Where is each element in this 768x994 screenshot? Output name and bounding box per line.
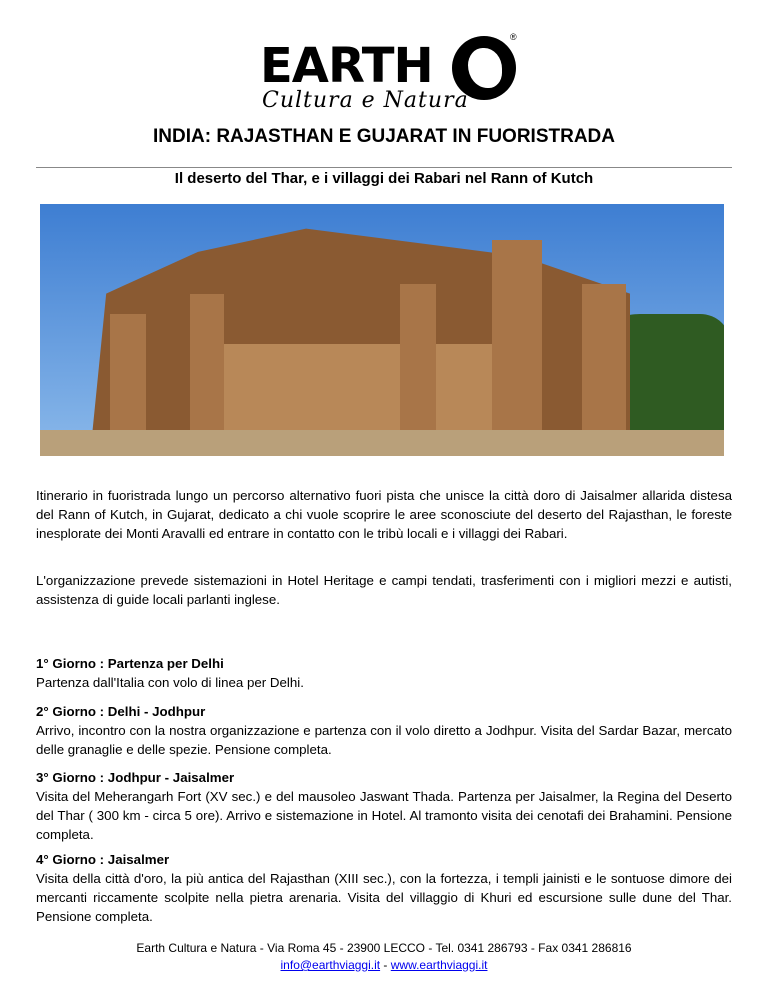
organization-paragraph: L'organizzazione prevede sistemazioni in Hotel Heritage e campi tendati, trasferimenti con i migliori mezzi e autisti, assistenza di guide locali parlanti inglese.: [36, 573, 732, 607]
page-footer: [0, 940, 768, 974]
itinerary-day: [36, 768, 732, 844]
itinerary-day: [36, 702, 732, 759]
email-link[interactable]: info@earthviaggi.it: [280, 958, 381, 972]
day-heading: 4° Giorno : Jaisalmer: [36, 852, 170, 867]
day-text: Arrivo, incontro con la nostra organizzazione e partenza con il volo diretto a Jodhpur. Visita del Sardar Bazar, mercato delle granaglie e delle spezie. Pensione completa.: [36, 723, 732, 757]
itinerary-day: [36, 654, 732, 692]
temple-photo: [40, 204, 724, 456]
logo-wordmark: EARTH: [260, 38, 433, 94]
registered-mark: ®: [510, 32, 517, 42]
footer-address: Earth Cultura e Natura - Via Roma 45 - 23900 LECCO - Tel. 0341 286793 - Fax 0341 286816: [136, 941, 632, 955]
itinerary-day: [36, 850, 732, 926]
day-text: Visita della città d'oro, la più antica del Rajasthan (XIII sec.), con la fortezza, i templi jainisti e le sontuose dimore dei mercanti riccamente scolpite nella pietra arenaria. Visita del villaggio di Khuri ed escursione sulle dune del Thar. Pensione completa.: [36, 871, 732, 924]
document-title: INDIA: RAJASTHAN E GUJARAT IN FUORISTRADA: [153, 126, 615, 147]
day-text: Partenza dall'Italia con volo di linea per Delhi.: [36, 675, 304, 690]
day-text: Visita del Meherangarh Fort (XV sec.) e del mausoleo Jaswant Thada. Partenza per Jaisalmer, la Regina del Deserto del Thar ( 300 km - circa 5 ore). Arrivo e sistemazione in Hotel. Al tramonto visita dei cenotafi dei Brahamini. Pensione completa.: [36, 789, 732, 842]
website-link[interactable]: www.earthviaggi.it: [390, 958, 488, 972]
intro-paragraph: Itinerario in fuoristrada lungo un percorso alternativo fuori pista che unisce la città doro di Jaisalmer allarida distesa del Rann of Kutch, in Gujarat, dedicato a chi vuole scoprire le aree sconosciute del deserto del Rajasthan, le foreste inesplorate dei Monti Aravalli ed entrare in contatto con le tribù locali e i villaggi dei Rabari.: [36, 488, 732, 541]
title-divider: [36, 167, 732, 168]
logo-tagline: Cultura e Natura: [262, 88, 469, 113]
document-subtitle: Il deserto del Thar, e i villaggi dei Rabari nel Rann of Kutch: [174, 170, 594, 187]
day-heading: 1° Giorno : Partenza per Delhi: [36, 656, 224, 671]
footer-links: [0, 957, 768, 974]
day-heading: 2° Giorno : Delhi - Jodhpur: [36, 704, 206, 719]
earth-logo: [256, 28, 526, 114]
link-separator: -: [380, 958, 391, 972]
day-heading: 3° Giorno : Jodhpur - Jaisalmer: [36, 770, 235, 785]
